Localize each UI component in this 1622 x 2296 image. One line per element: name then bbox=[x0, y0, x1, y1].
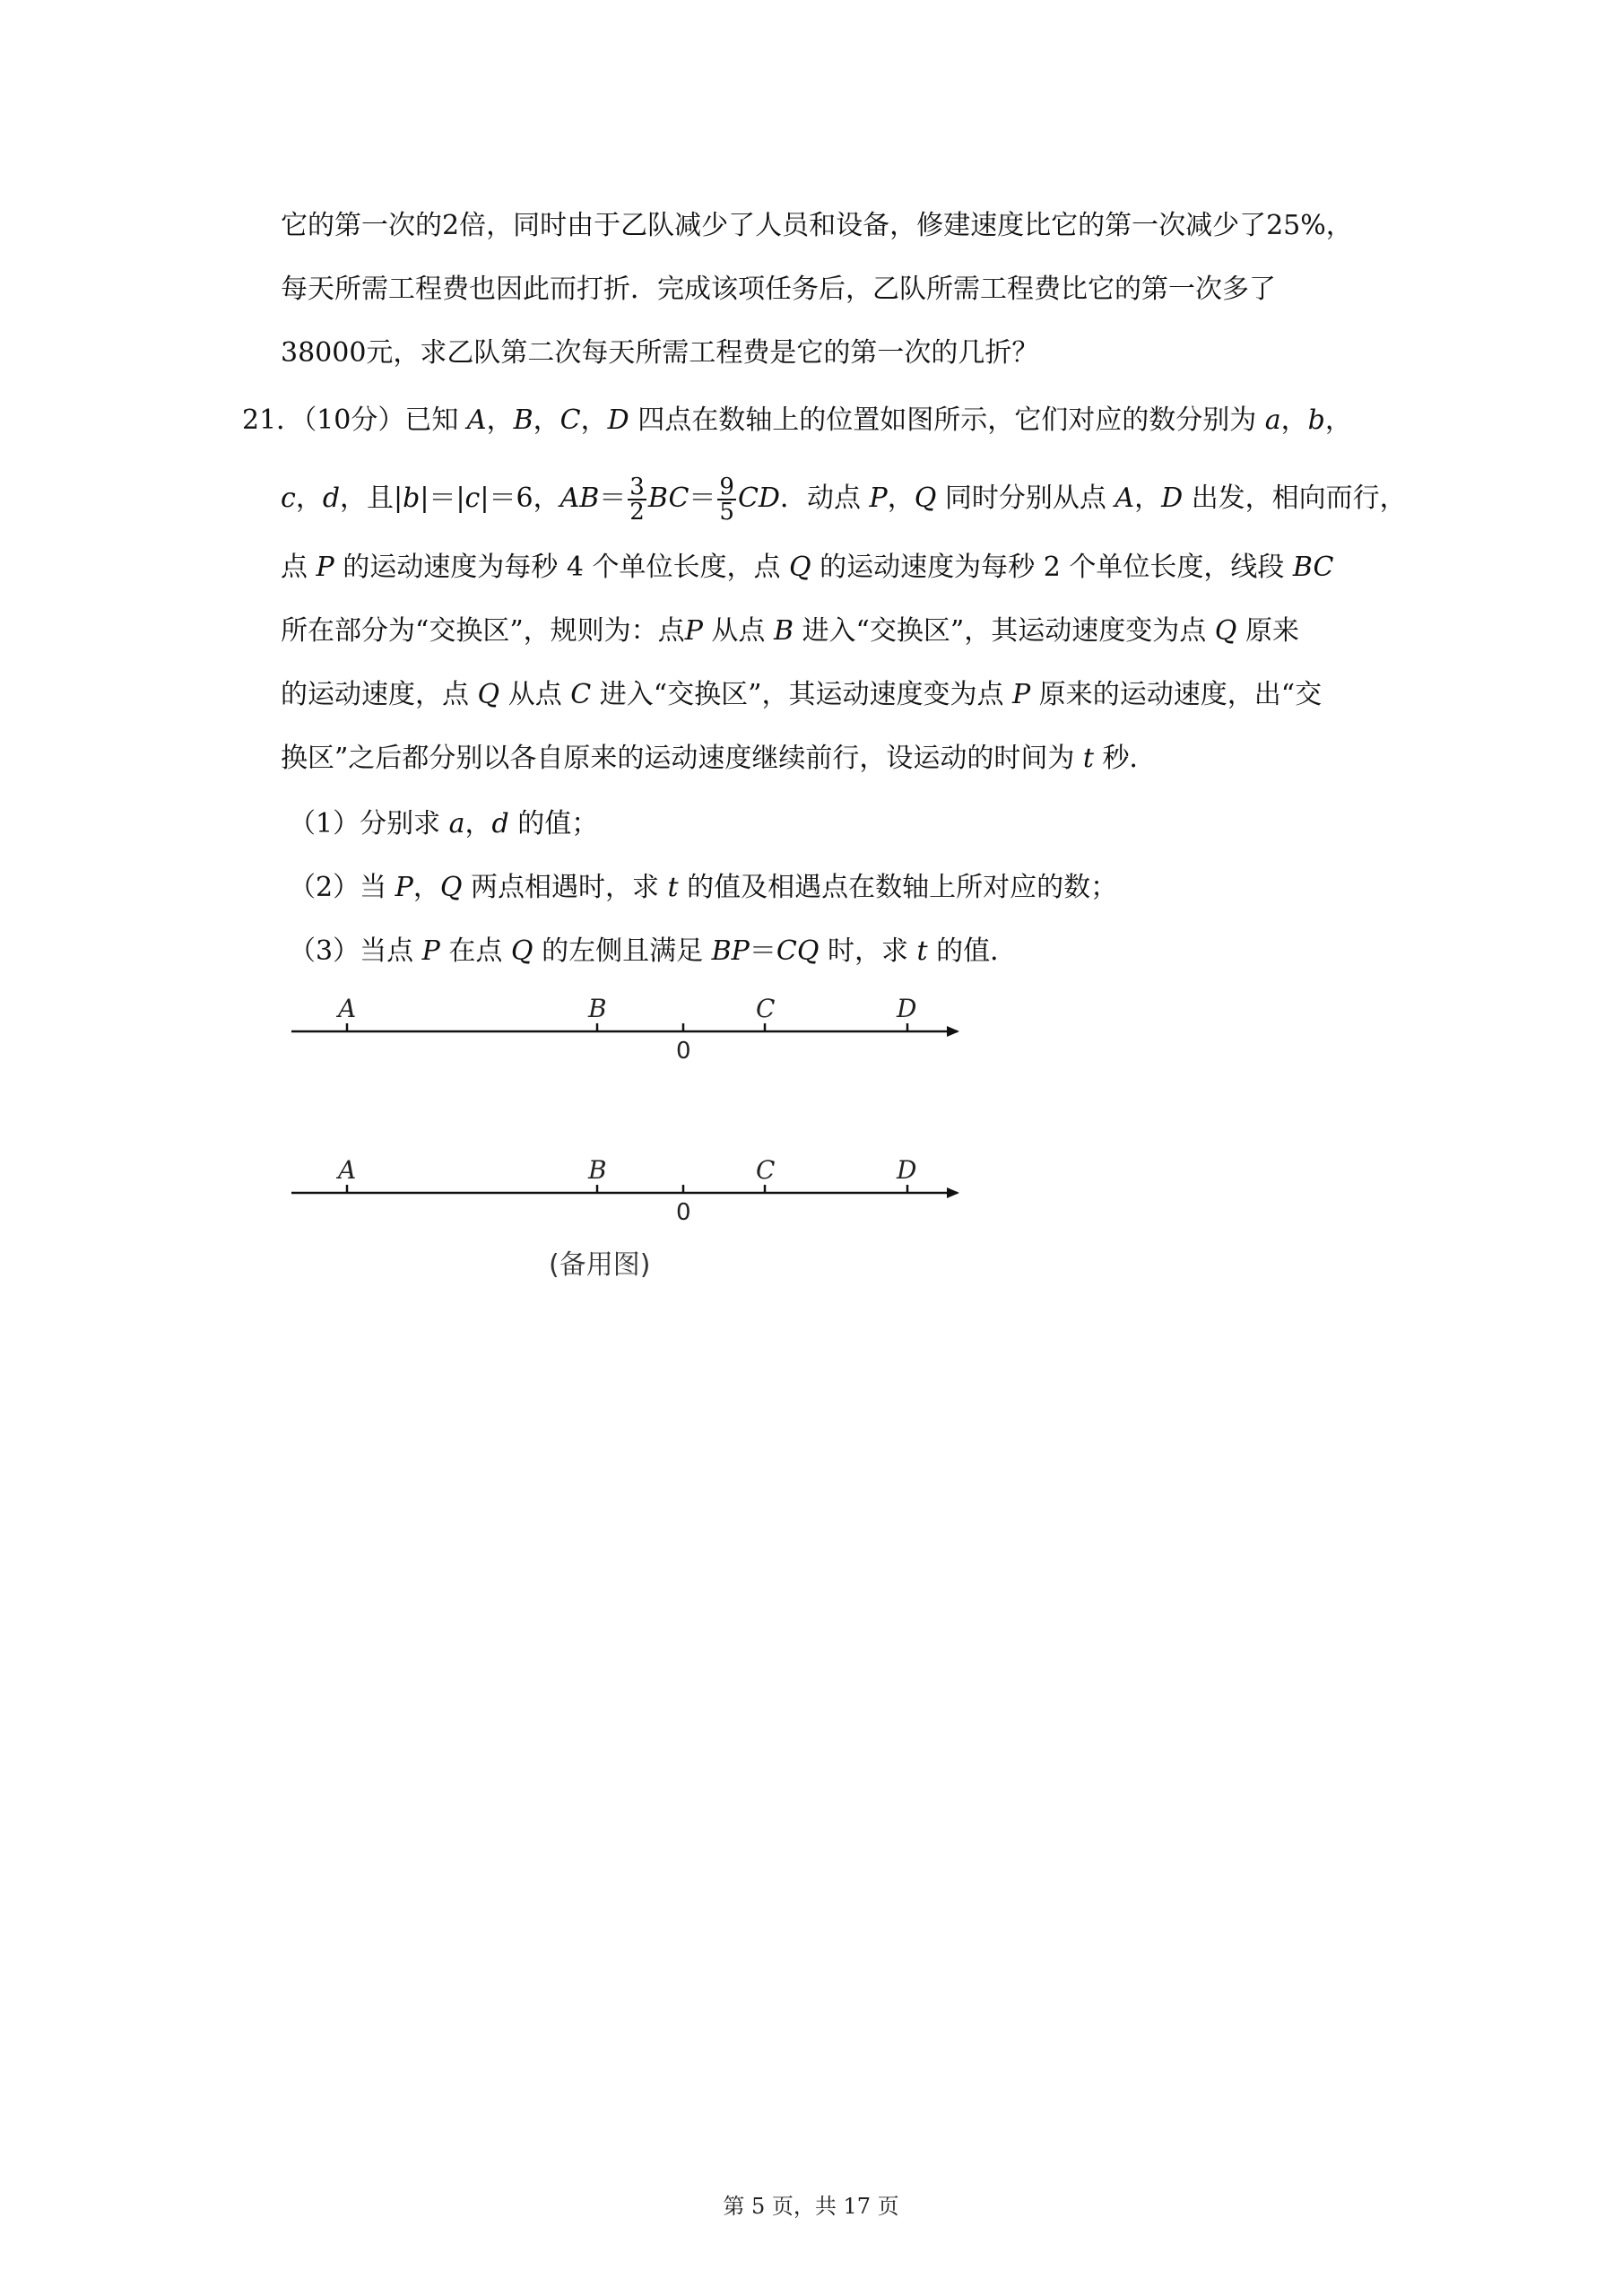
label-c: C bbox=[756, 994, 776, 1023]
text-span: 的运动速度为每秒 4 个单位长度，点 bbox=[343, 552, 781, 583]
text-span: ．动点 bbox=[779, 483, 861, 514]
math-var: BC bbox=[647, 483, 690, 514]
math-var: Q bbox=[1214, 615, 1237, 647]
text-span: 从点 bbox=[507, 679, 562, 710]
math-var: c bbox=[281, 483, 296, 514]
text-line: 它的第一次的2倍，同时由于乙队减少了人员和设备，修建速度比它的第一次减少了25%， bbox=[281, 210, 1353, 241]
math-var: BP bbox=[711, 935, 750, 967]
label-b: B bbox=[588, 1155, 607, 1185]
text-span: ＝ bbox=[599, 483, 627, 514]
text-span: 两点相遇时，求 bbox=[470, 872, 659, 903]
text-span: ＝ bbox=[749, 935, 776, 967]
math-var: t bbox=[1082, 743, 1094, 774]
question-number: 21． bbox=[242, 404, 304, 436]
label-origin: 0 bbox=[676, 1038, 691, 1065]
text-line: 38000元，求乙队第二次每天所需工程费是它的第一次的几折？ bbox=[281, 337, 1039, 369]
text-span: 所在部分为“交换区”，规则为：点 bbox=[281, 615, 685, 647]
label-b: B bbox=[588, 994, 607, 1023]
math-var: Q bbox=[914, 483, 937, 514]
math-var: AB bbox=[559, 483, 600, 514]
math-var: CD bbox=[737, 483, 780, 514]
text-span: 秒． bbox=[1102, 743, 1157, 774]
text-span: ， bbox=[1280, 404, 1308, 436]
label-d: D bbox=[897, 994, 917, 1023]
number-line-main bbox=[291, 994, 958, 1065]
text-span: ， bbox=[295, 483, 323, 514]
text-span: 的左侧且满足 bbox=[542, 935, 704, 967]
text-span: ， bbox=[580, 404, 608, 436]
math-var: t bbox=[667, 872, 679, 903]
math-var: a bbox=[448, 808, 465, 839]
math-var: D bbox=[1161, 483, 1184, 514]
text-span: 的运动速度，点 bbox=[281, 679, 469, 710]
label-a: A bbox=[338, 994, 357, 1023]
text-span: ， bbox=[887, 483, 915, 514]
math-var: A bbox=[466, 404, 487, 436]
math-var: b bbox=[1307, 404, 1325, 436]
math-var: P bbox=[421, 935, 440, 967]
math-var: B bbox=[773, 615, 794, 647]
math-var: t bbox=[916, 935, 928, 967]
label-c: C bbox=[756, 1155, 776, 1185]
text-span: ＝6， bbox=[489, 483, 560, 514]
text-span: ， bbox=[412, 872, 440, 903]
math-var: P bbox=[869, 483, 888, 514]
math-var: d bbox=[491, 808, 509, 839]
text-span: ＝ bbox=[429, 483, 456, 514]
math-var: P bbox=[684, 615, 703, 647]
text-span: 出发，相向而行， bbox=[1191, 483, 1407, 514]
math-var: P bbox=[1012, 679, 1031, 710]
math-var: C bbox=[570, 679, 592, 710]
fraction-numerator: 9 bbox=[719, 474, 734, 500]
question-score: （10分） bbox=[303, 404, 405, 436]
math-var: Q bbox=[477, 679, 500, 710]
fraction-denominator: 2 bbox=[629, 499, 645, 526]
text-line: 每天所需工程费也因此而打折．完成该项任务后，乙队所需工程费比它的第一次多了 bbox=[281, 274, 1276, 305]
text-span: 的值； bbox=[517, 808, 599, 839]
math-var: Q bbox=[510, 935, 533, 967]
text-span: ＝ bbox=[689, 483, 716, 514]
math-var: Q bbox=[789, 552, 811, 583]
text-span: 原来的运动速度，出“交 bbox=[1038, 679, 1323, 710]
label-origin: 0 bbox=[676, 1199, 691, 1226]
math-var: P bbox=[316, 552, 334, 583]
text-span: 从点 bbox=[711, 615, 766, 647]
fraction-numerator: 3 bbox=[629, 474, 645, 500]
math-var: B bbox=[513, 404, 533, 436]
text-span: （2）当 bbox=[289, 872, 387, 903]
text-span: 换区”之后都分别以各自原来的运动速度继续前行，设运动的时间为 bbox=[281, 743, 1075, 774]
text-span: ， bbox=[340, 483, 368, 514]
figure-caption: (备用图) bbox=[549, 1249, 651, 1281]
math-expr: |b| bbox=[394, 483, 429, 514]
label-d: D bbox=[897, 1155, 917, 1185]
text-span: 进入“交换区”，其运动速度变为点 bbox=[599, 679, 1004, 710]
fraction-denominator: 5 bbox=[719, 499, 734, 526]
text-span: 同时分别从点 bbox=[944, 483, 1106, 514]
math-var: Q bbox=[439, 872, 463, 903]
math-var: a bbox=[1264, 404, 1281, 436]
text-span: 已知 bbox=[404, 404, 459, 436]
text-span: ， bbox=[533, 404, 560, 436]
text-span: 在点 bbox=[448, 935, 503, 967]
math-var: C bbox=[559, 404, 581, 436]
math-var: d bbox=[322, 483, 341, 514]
text-span: 点 bbox=[281, 552, 308, 583]
text-span: 的值． bbox=[936, 935, 1018, 967]
text-span: （1）分别求 bbox=[289, 808, 441, 839]
text-span: 的值及相遇点在数轴上所对应的数； bbox=[687, 872, 1118, 903]
text-span: （3）当点 bbox=[289, 935, 414, 967]
math-var: P bbox=[395, 872, 413, 903]
text-span: 进入“交换区”，其运动速度变为点 bbox=[802, 615, 1207, 647]
text-span: 且 bbox=[367, 483, 395, 514]
text-span: ， bbox=[486, 404, 514, 436]
math-var: D bbox=[607, 404, 629, 436]
text-span: 时，求 bbox=[827, 935, 908, 967]
math-var: CQ bbox=[776, 935, 820, 967]
math-var: BC bbox=[1292, 552, 1334, 583]
text-span: 的运动速度为每秒 2 个单位长度，线段 bbox=[820, 552, 1285, 583]
number-line-backup bbox=[291, 1155, 958, 1226]
text-span: 四点在数轴上的位置如图所示，它们对应的数分别为 bbox=[638, 404, 1257, 436]
label-a: A bbox=[338, 1155, 357, 1185]
math-var: A bbox=[1115, 483, 1135, 514]
text-span: ， bbox=[1324, 404, 1352, 436]
text-span: 原来 bbox=[1245, 615, 1299, 647]
text-span: ， bbox=[1134, 483, 1162, 514]
page-footer: 第 5 页，共 17 页 bbox=[723, 2194, 899, 2219]
text-span: ， bbox=[464, 808, 492, 839]
math-expr: |c| bbox=[455, 483, 490, 514]
